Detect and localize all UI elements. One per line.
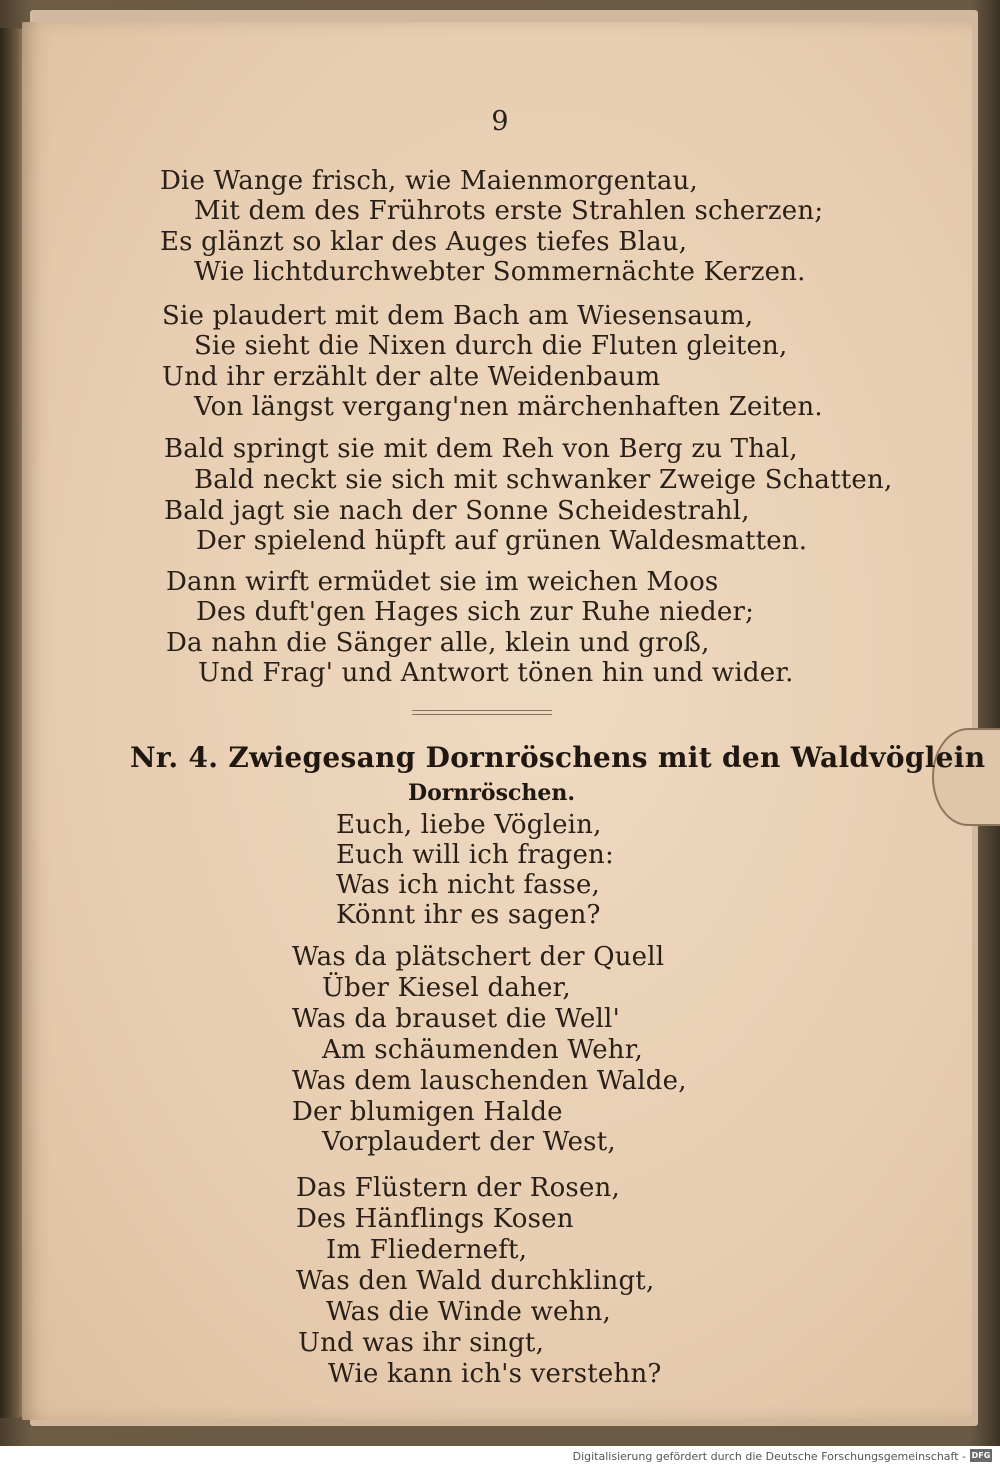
section-divider (412, 710, 552, 715)
poem-line: Bald neckt sie sich mit schwanker Zweige Schatten, (194, 465, 893, 495)
poem-line: Und ihr erzählt der alte Weidenbaum (162, 362, 661, 392)
poem-line: Bald jagt sie nach der Sonne Scheidestrahl, (164, 496, 750, 526)
speaker-label: Dornröschen. (408, 780, 576, 806)
poem-line: Sie plaudert mit dem Bach am Wiesensaum, (162, 301, 754, 331)
song-line: Vorplaudert der West, (322, 1127, 616, 1157)
poem-line: Dann wirft ermüdet sie im weichen Moos (166, 567, 719, 597)
poem-line: Des duft'gen Hages sich zur Ruhe nieder; (196, 597, 755, 627)
song-line: Am schäumenden Wehr, (322, 1035, 643, 1065)
poem-line: Wie lichtdurchwebter Sommernächte Kerzen. (194, 257, 806, 287)
song-line: Was dem lauschenden Walde, (292, 1066, 687, 1096)
song-line: Könnt ihr es sagen? (336, 900, 601, 930)
song-line: Was da plätschert der Quell (292, 942, 665, 972)
song-line: Über Kiesel daher, (322, 973, 571, 1003)
song-line: Was ich nicht fasse, (336, 870, 600, 900)
funding-credit: Digitalisierung gefördert durch die Deutsche Forschungsgemeinschaft - (572, 1450, 966, 1463)
song-line: Und was ihr singt, (298, 1328, 545, 1358)
song-line: Was den Wald durchklingt, (296, 1266, 655, 1296)
page-number: 9 (491, 106, 509, 137)
song-line: Der blumigen Halde (292, 1097, 563, 1127)
song-line: Des Hänflings Kosen (296, 1204, 574, 1234)
dfg-logo: DFG (971, 1451, 991, 1460)
song-line: Was da brauset die Well' (292, 1004, 620, 1034)
poem-line: Sie sieht die Nixen durch die Fluten gleiten, (194, 331, 788, 361)
poem-line: Bald springt sie mit dem Reh von Berg zu Thal, (164, 434, 798, 464)
section-title: Nr. 4. Zwiegesang Dornröschens mit den Waldvöglein (130, 741, 986, 774)
poem-line: Mit dem des Frührots erste Strahlen scherzen; (194, 196, 824, 226)
poem-line: Und Frag' und Antwort tönen hin und wider. (198, 658, 794, 688)
song-line: Euch will ich fragen: (336, 840, 614, 870)
song-line: Das Flüstern der Rosen, (296, 1173, 620, 1203)
poem-line: Die Wange frisch, wie Maienmorgentau, (160, 166, 699, 196)
poem-line: Da nahn die Sänger alle, klein und groß, (166, 628, 710, 658)
song-line: Im Fliederneft, (326, 1235, 528, 1265)
song-line: Euch, liebe Vöglein, (336, 810, 602, 840)
song-line: Wie kann ich's verstehn? (328, 1359, 662, 1389)
poem-line: Es glänzt so klar des Auges tiefes Blau, (160, 227, 688, 257)
poem-line: Der spielend hüpft auf grünen Waldesmatten. (196, 526, 808, 556)
poem-line: Von längst vergang'nen märchenhaften Zeiten. (194, 392, 823, 422)
song-line: Was die Winde wehn, (326, 1297, 612, 1327)
